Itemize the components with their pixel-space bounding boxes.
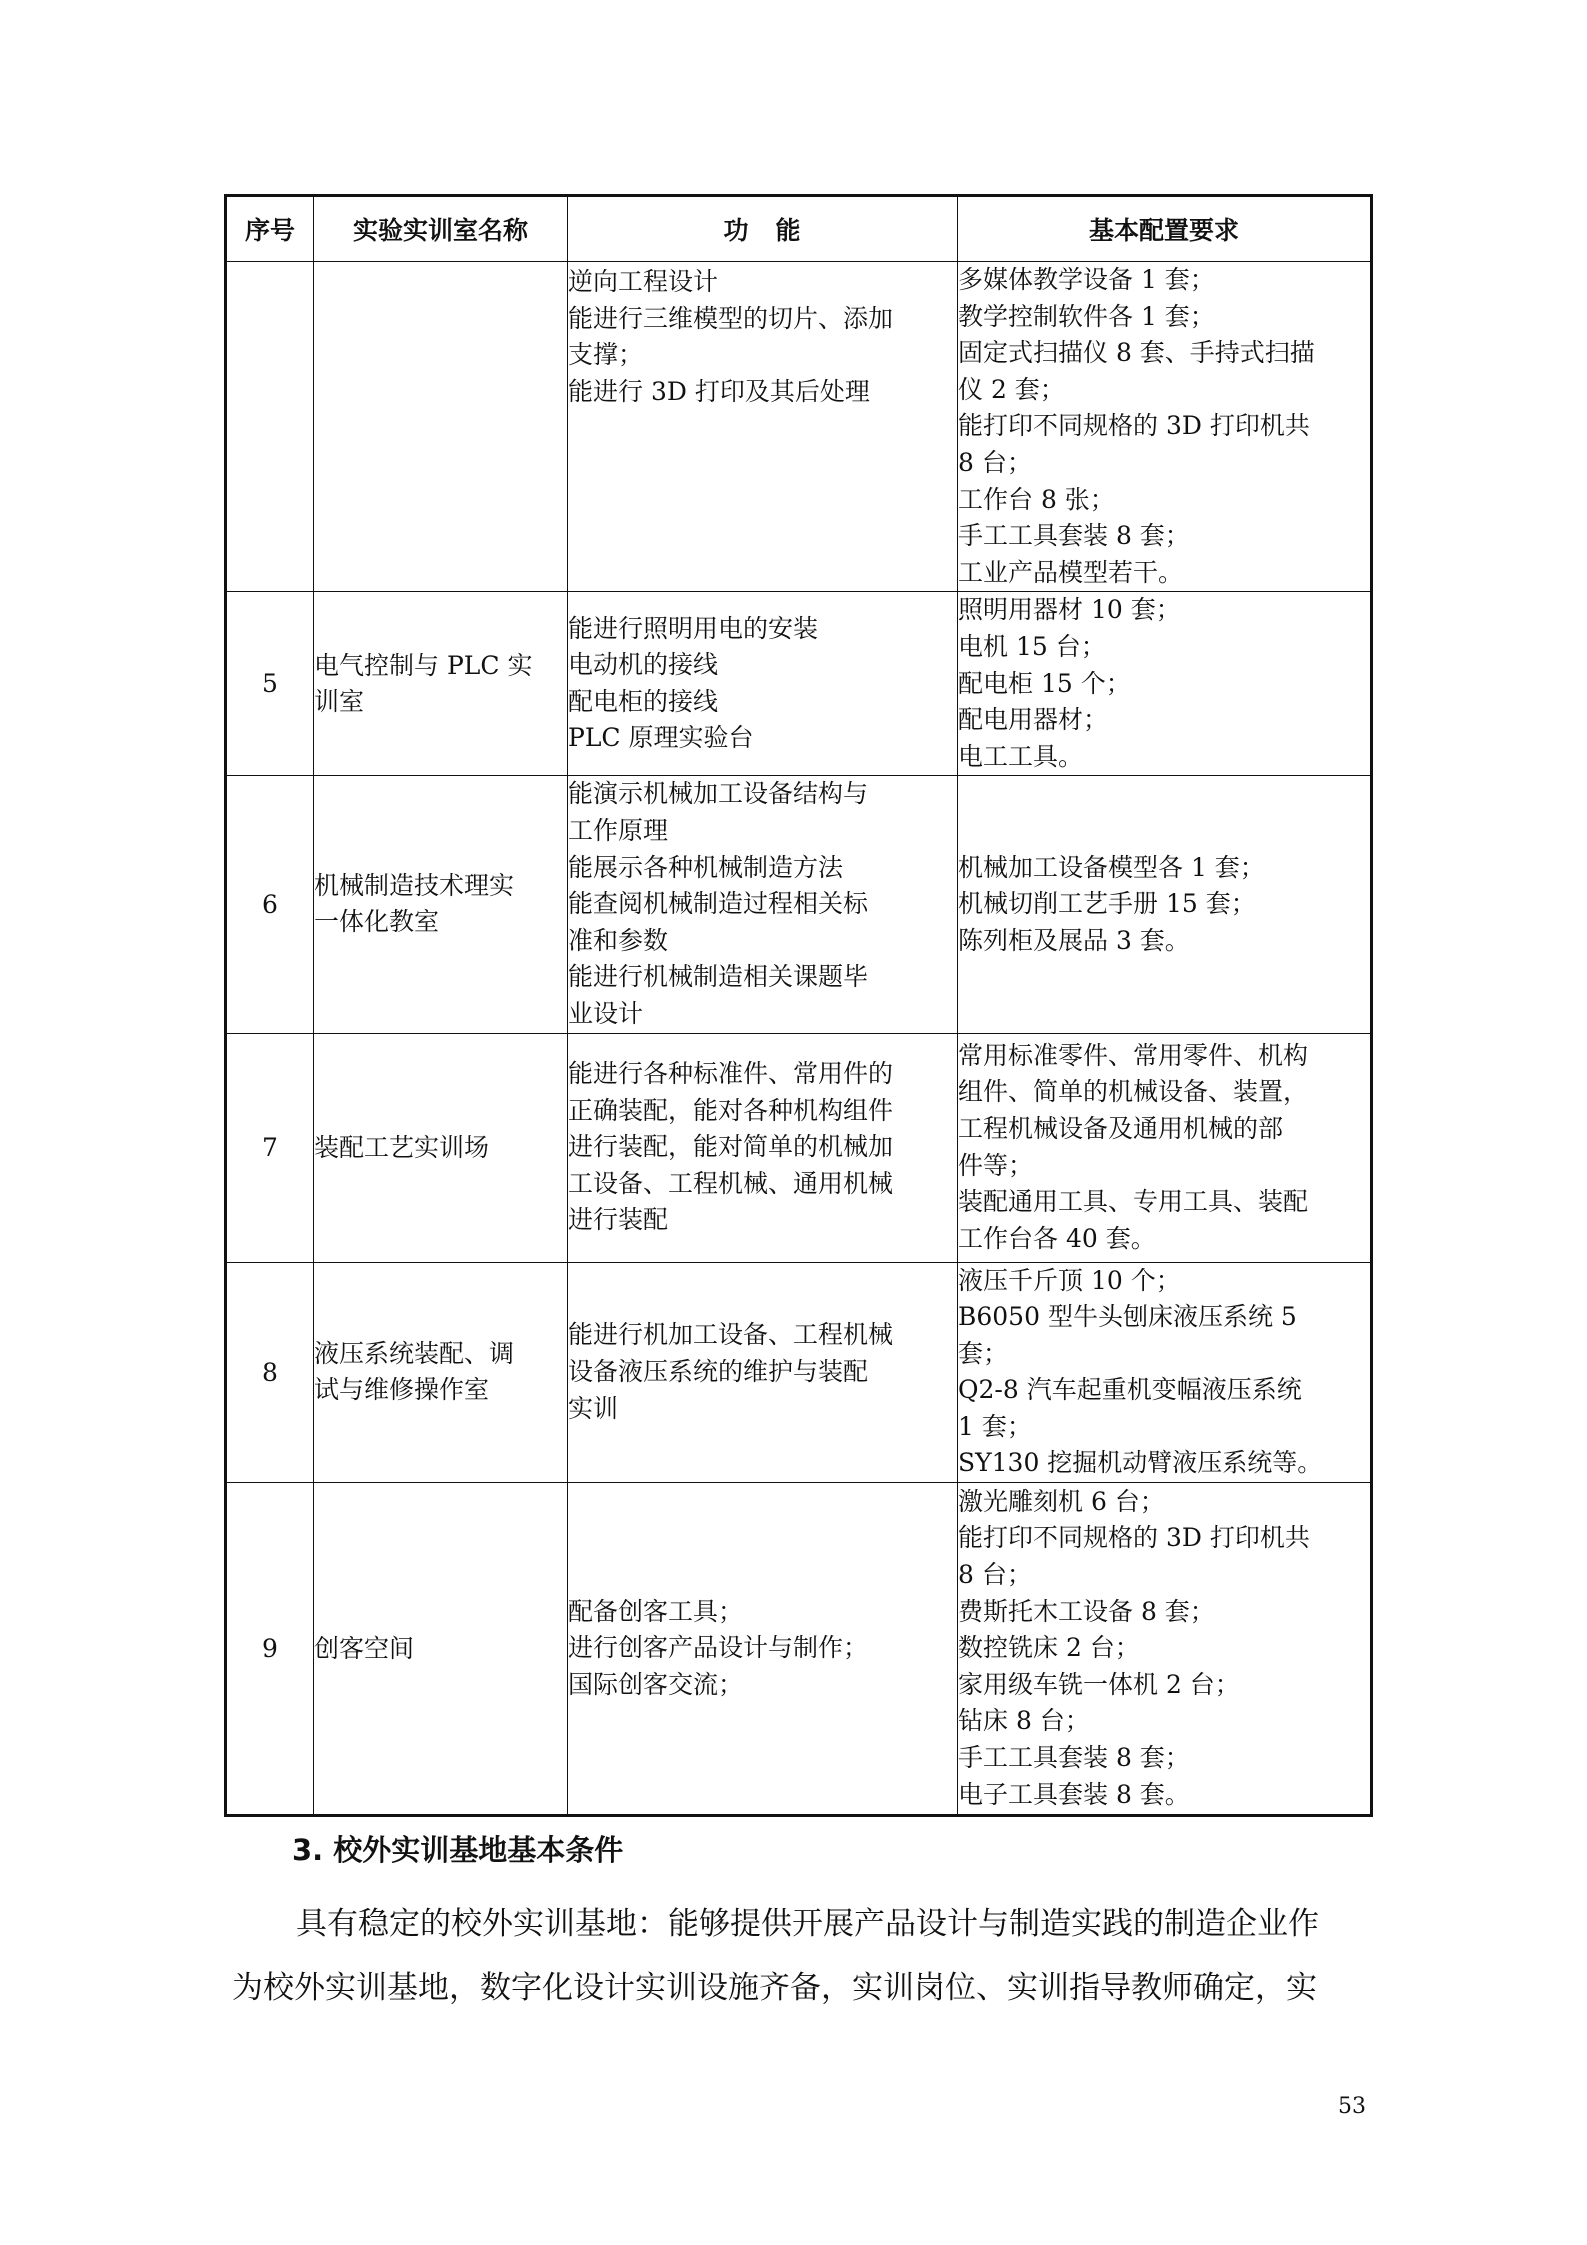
function-line: 配电柜的接线 (568, 686, 719, 716)
function-line: 进行装配 (568, 1205, 669, 1235)
config-line: 能打印不同规格的 3D 打印机共 (958, 411, 1310, 441)
function-line: 逆向工程设计 (568, 267, 719, 296)
lab-name-line: 试与维修操作室 (314, 1375, 490, 1405)
function-line: 正确装配，能对各种机构组件 (568, 1095, 894, 1125)
function-line: 设备液压系统的维护与装配 (568, 1356, 869, 1386)
config-line: 仪 2 套； (958, 374, 1065, 404)
function-line: 能演示机械加工设备结构与 (568, 779, 869, 809)
config-line: 工程机械设备及通用机械的部 (958, 1113, 1284, 1143)
lab-name-line: 创客空间 (314, 1633, 415, 1663)
table-row (226, 1033, 1372, 1262)
lab-name-line: 训室 (314, 686, 365, 716)
serial-number-cell: 5 (226, 592, 314, 776)
lab-name-line: 机械制造技术理实 (314, 871, 515, 901)
config-line: 套； (958, 1338, 1009, 1368)
config-cell (958, 1483, 1372, 1816)
function-line: 支撑； (568, 340, 644, 370)
table-body (226, 262, 1372, 1816)
function-line: 工作原理 (568, 815, 669, 845)
config-line: 工业产品模型若干。 (958, 557, 1184, 587)
function-line: 进行创客产品设计与制作； (568, 1633, 869, 1663)
header-config-requirements: 基本配置要求 (958, 196, 1372, 262)
function-cell (568, 592, 958, 776)
config-cell (958, 592, 1372, 776)
config-line: 电工工具。 (958, 741, 1084, 771)
config-line: 8 台； (958, 1560, 1032, 1590)
config-line: 数控铣床 2 台； (958, 1633, 1140, 1663)
config-line: 组件、简单的机械设备、装置， (958, 1077, 1309, 1107)
function-line: 能进行各种标准件、常用件的 (568, 1059, 894, 1089)
function-line: 准和参数 (568, 925, 669, 955)
serial-number-cell: 8 (226, 1262, 314, 1483)
lab-name-cell (314, 1483, 568, 1816)
lab-name-line: 电气控制与 PLC 实 (314, 650, 533, 680)
lab-name-line: 液压系统装配、调 (314, 1339, 515, 1369)
config-line: 电机 15 台； (958, 631, 1106, 661)
config-line: 1 套； (958, 1411, 1032, 1441)
lab-name-cell (314, 1262, 568, 1483)
config-line: 机械切削工艺手册 15 套； (958, 889, 1256, 919)
serial-number-cell (226, 262, 314, 592)
config-line: 配电柜 15 个； (958, 668, 1131, 698)
config-cell (958, 1033, 1372, 1262)
config-cell (958, 1262, 1372, 1483)
config-line: SY130 挖掘机动臂液压系统等。 (958, 1448, 1323, 1478)
table-row (226, 592, 1372, 776)
table-header-row (226, 196, 1372, 262)
table-row (226, 776, 1372, 1033)
config-line: B6050 型牛头刨床液压系统 5 (958, 1302, 1297, 1332)
config-line: 家用级车铣一体机 2 台； (958, 1669, 1240, 1699)
config-line: 手工工具套装 8 套； (958, 521, 1190, 551)
config-line: 工作台各 40 套。 (958, 1223, 1156, 1253)
config-line: 工作台 8 张； (958, 484, 1115, 514)
config-line: 固定式扫描仪 8 套、手持式扫描 (958, 338, 1315, 368)
serial-number-cell: 9 (226, 1483, 314, 1816)
function-line: 配备创客工具； (568, 1596, 744, 1626)
function-line: 能进行三维模型的切片、添加 (568, 303, 894, 333)
config-line: 手工工具套装 8 套； (958, 1743, 1190, 1773)
function-line: 实训 (568, 1393, 619, 1423)
section-heading: 3. 校外实训基地基本条件 (292, 1833, 624, 1867)
config-line: 配电用器材； (958, 705, 1109, 735)
header-serial-number: 序号 (226, 196, 314, 262)
paragraph-line: 具有稳定的校外实训基地：能够提供开展产品设计与制造实践的制造企业作 (296, 1906, 1319, 1942)
config-line: 激光雕刻机 6 台； (958, 1486, 1165, 1516)
config-line: 教学控制软件各 1 套； (958, 301, 1215, 331)
lab-name-cell (314, 592, 568, 776)
function-line: 能查阅机械制造过程相关标 (568, 889, 869, 919)
function-line: 能进行机械制造相关课题毕 (568, 962, 869, 992)
config-line: 电子工具套装 8 套。 (958, 1779, 1190, 1809)
header-lab-name: 实验实训室名称 (314, 196, 568, 262)
config-line: 钻床 8 台； (958, 1706, 1090, 1736)
lab-name-cell (314, 262, 568, 592)
equipment-table (224, 194, 1373, 1817)
config-line: 照明用器材 10 套； (958, 595, 1181, 625)
function-line: 业设计 (568, 998, 644, 1028)
page-number: 53 (1338, 2094, 1366, 2119)
config-line: 机械加工设备模型各 1 套； (958, 852, 1265, 882)
function-cell (568, 1483, 958, 1816)
lab-name-cell (314, 1033, 568, 1262)
config-line: 件等； (958, 1150, 1034, 1180)
function-line: 电动机的接线 (568, 650, 719, 680)
function-cell (568, 262, 958, 592)
serial-number-cell: 6 (226, 776, 314, 1033)
serial-number-cell: 7 (226, 1033, 314, 1262)
config-line: Q2-8 汽车起重机变幅液压系统 (958, 1375, 1302, 1405)
function-line: 能进行 3D 打印及其后处理 (568, 376, 870, 406)
function-line: 国际创客交流； (568, 1669, 744, 1699)
function-line: PLC 原理实验台 (568, 723, 754, 753)
table-row (226, 1483, 1372, 1816)
config-line: 能打印不同规格的 3D 打印机共 (958, 1523, 1310, 1553)
lab-name-line: 一体化教室 (314, 907, 440, 937)
function-cell (568, 1262, 958, 1483)
header-function: 功 能 (568, 196, 958, 262)
lab-name-cell (314, 776, 568, 1033)
config-line: 费斯托木工设备 8 套； (958, 1596, 1215, 1626)
config-line: 常用标准零件、常用零件、机构 (958, 1040, 1309, 1070)
config-cell (958, 262, 1372, 592)
function-line: 能展示各种机械制造方法 (568, 852, 844, 882)
config-cell (958, 776, 1372, 1033)
function-line: 进行装配，能对简单的机械加 (568, 1132, 894, 1162)
table-row (226, 1262, 1372, 1483)
config-line: 陈列柜及展品 3 套。 (958, 925, 1190, 955)
function-line: 能进行机加工设备、工程机械 (568, 1320, 894, 1350)
table-row (226, 262, 1372, 592)
config-line: 8 台； (958, 447, 1032, 477)
paragraph-line: 为校外实训基地，数字化设计实训设施齐备，实训岗位、实训指导教师确定，实 (232, 1970, 1317, 2006)
body-paragraph (232, 1892, 1362, 2020)
function-line: 能进行照明用电的安装 (568, 613, 819, 643)
function-cell (568, 776, 958, 1033)
config-line: 装配通用工具、专用工具、装配 (958, 1187, 1309, 1217)
config-line: 多媒体教学设备 1 套； (958, 265, 1215, 294)
function-cell (568, 1033, 958, 1262)
lab-name-line: 装配工艺实训场 (314, 1132, 490, 1162)
config-line: 液压千斤顶 10 个； (958, 1265, 1181, 1295)
function-line: 工设备、工程机械、通用机械 (568, 1168, 894, 1198)
